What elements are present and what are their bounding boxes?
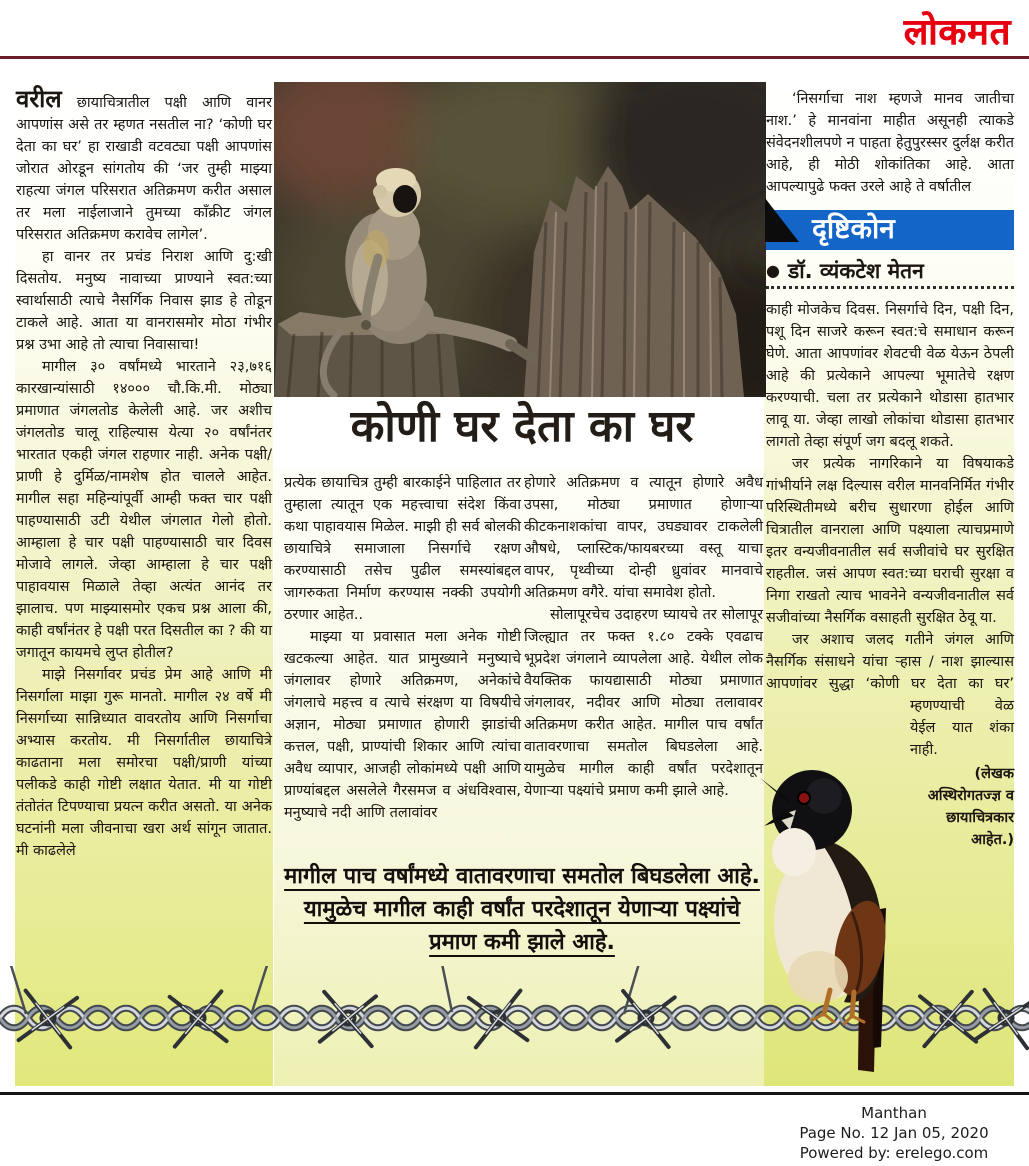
center-column-a xyxy=(284,472,521,824)
paragraph: हा वानर तर प्रचंड निराश आणि दु:खी दिसतोय. मनुष्य नावाच्या प्राण्याने स्वत:च्या स्वार्थासाठी त्याचे नैसर्गिक निवास झाड हे तोडून टाकले आहे. आता या वानरासमोर मोठा गंभीर प्रश्न उभा आहे तो त्याचा निवासाचा! xyxy=(16,249,272,353)
viewpoint-box xyxy=(766,210,1014,250)
pull-quote: मागील पाच वर्षांमध्ये वातावरणाचा समतोल बिघडलेला आहे. यामुळेच मागील काही वर्षांत परदेशातून येणाऱ्या पक्ष्यांचे प्रमाण कमी झाले आहे. xyxy=(284,864,760,955)
dotted-divider xyxy=(766,286,1014,289)
lokmat-masthead-logo: लोकमत xyxy=(903,12,1011,53)
header-divider xyxy=(0,56,1029,59)
article-headline: कोणी घर देता का घर xyxy=(350,401,694,452)
paragraph: ‘निसर्गाचा नाश म्हणजे मानव जातीचा नाश.’ हे मानवांना माहीत असूनही त्याकडे संवेदनशीलपणे न पाहता हेतुपुरस्सर दुर्लक्ष करीत आहे, ही मोठी शोकांतिका आहे. आता आपल्यापुढे फक्त उरले आहे ते वर्षातील xyxy=(766,91,1014,195)
paragraph xyxy=(16,85,272,246)
viewpoint-label: दृष्टिकोन xyxy=(812,212,895,245)
paragraph: माझे निसर्गावर प्रचंड प्रेम आहे आणि मी निसर्गाला माझा गुरू मानतो. मागील २४ वर्षे मी निसर्गाच्या सान्निध्यात वावरतोय आणि निसर्गाचा अभ्यास करतोय. मी निसर्गातील छायाचित्रे काढताना मला समोरचा पक्षी/प्राणी यांच्या पलीकडे काही गोष्टी लक्षात येतात. मी या गोष्टी तंतोतंत टिपण्याचा प्रयत्न करीत असतो. या अनेक घटनांनी मला जीवनाचा खरा अर्थ सांगून जातात. मी काढलेले xyxy=(16,667,272,859)
footer xyxy=(768,1103,1020,1163)
paragraph xyxy=(766,629,1014,761)
byline-note: (लेखक अस्थिरोगतज्ज्ञ व छायाचित्रकार आहेत.) xyxy=(927,766,1014,848)
corner-fold-icon xyxy=(765,198,799,242)
paragraph: होणारे अतिक्रमण व त्यातून होणारे अवैध उपसा, मोठ्या प्रमाणात होणाऱ्या कीटकनाशकांचा वापर, उघड्यावर टाकलेली औषधे, प्लास्टिक/फायबरच्या वस्तू याचा वापर, पृथ्वीच्या दोन्ही ध्रुवांवर मानवाचे अतिक्रमण वगैरे. यांचा समावेश होतो. xyxy=(524,475,763,601)
monkey-photo xyxy=(274,82,766,397)
paragraph: मागील ३० वर्षांमध्ये भारताने २३,७१६ कारखान्यांसाठी १४००० चौ.कि.मी. मोठ्या प्रमाणात जंगलतोड केलेली आहे. जर अशीच जंगलतोड चालू राहिल्यास येत्या २० वर्षांनंतर भारतात एकही जंगल राहणार नाही. अनेक पक्षी/प्राणी हे दुर्मिळ/नामशेष होत चालले आहेत. मागील सहा महिन्यांपूर्वी आम्ही फक्त चार पक्षी पाहण्यासाठी उटी येथील जंगलात गेलो होतो. आम्हाला हे चार पक्षी पाहण्यासाठी चार दिवस मोजावे लागले. जेव्हा आम्हाला हे चार पक्षी पाहावयास मिळाले तेव्हा अत्यंत आनंद तर झालाच. पण माझ्यासमोर एकच प्रश्न आला की, काही वर्षांनंतर हे पक्षी परत दिसतील का ? की या जगातून कायमचे लुप्त होतील? xyxy=(16,359,272,661)
lead-word: वरील xyxy=(16,85,62,113)
paragraph: जर प्रत्येक नागरिकाने या विषयाकडे गांभीर्याने लक्ष दिल्यास वरील मानवनिर्मित गंभीर परिस्थितीमध्ये बरीच सुधारणा होईल आणि चित्रातील वानराला आणि पक्ष्याला त्याचप्रमाणे इतर वन्यजीवनातील सर्व सजीवांचे घर सुरक्षित राहतील. जसं आपण स्वत:च्या घराची सुरक्षा व निगा राखतो त्याच भावनेने वन्यजीवनातील सर्व सजीवांच्या नैसर्गिक वसाहती सुरक्षित ठेवू या. xyxy=(766,456,1014,626)
author-name: डॉ. व्यंकटेश मेतन xyxy=(787,259,924,283)
paragraph: सोलापूरचेच उदाहरण घ्यायचे तर सोलापूर जिल्ह्यात तर फक्त १.८० टक्के एवढाच भूप्रदेश जंगलाने व्यापलेला आहे. येथील लोक वैयक्तिक फायद्यासाठी मोठ्या प्रमाणात जंगलावर, नदीवर आणि मोठ्या तलावावर अतिक्रमण करीत आहेत. मागील पाच वर्षांत वातावरणाचा समतोल बिघडलेला आहे. यामुळेच मागील काही वर्षांत परदेशातून येणाऱ्या पक्ष्यांचे प्रमाण कमी झाले आहे. xyxy=(524,607,763,799)
footer-publication: Manthan xyxy=(861,1104,927,1122)
left-column xyxy=(16,85,272,862)
paragraph-text: घर’ म्हणण्याची वेळ येईल यात शंका नाही. xyxy=(910,676,1015,758)
author-row xyxy=(766,260,1014,282)
footer-powered-by[interactable]: Powered by: erelego.com xyxy=(799,1144,989,1162)
paragraph: माझ्या या प्रवासात मला अनेक गोष्टी खटकल्या आहेत. यात प्रामुख्याने मनुष्याचे जंगलावर होणारे अतिक्रमण, अनेकांचे जंगलाचे महत्त्व व त्याचे संरक्षण या विषयीचे अज्ञान, मोठ्या प्रमाणात होणारी झाडांची कत्तल, पक्षी, प्राण्यांची शिकार आणि त्यांचा अवैध व्यापार, आजही लोकांमध्ये पक्षी आणि प्राण्यांबद्दल असलेले गैरसमज व अंधविश्वास, मनुष्याचे नदी आणि तलावांवर xyxy=(284,629,521,821)
bullet-icon: ● xyxy=(766,261,780,280)
paragraph: प्रत्येक छायाचित्र तुम्ही बारकाईने पाहिलात तर तुम्हाला त्यातून एक महत्त्वाचा संदेश किंवा कथा पाहावयास मिळेल. माझी ही सर्व बोलकी छायाचित्रे समाजाला निसर्गाचे रक्षण करण्यासाठी तसेच पुढील समस्यांबद्दल जागरुकता निर्माण करण्यास नक्की उपयोगी ठरणार आहेत.. xyxy=(284,475,521,623)
paragraph: काही मोजकेच दिवस. निसर्गाचे दिन, पक्षी दिन, पशू दिन साजरे करून स्वत:चे समाधान करून घेणे. आता आपणांवर शेवटची वेळ येऊन ठेपली आहे की प्रत्येकाने आपल्या भूमातेचे रक्षण करण्याची. चला तर प्रत्येकाने थोडासा हातभार लावू या. जेव्हा लाखो लोकांचा थोडासा हातभार लागतो तेव्हा संपूर्ण जग बदलू शकते. xyxy=(766,302,1014,450)
paragraph-text: जर अशाच जलद गतीने जंगल आणि नैसर्गिक संसाधने यांचा ऱ्हास / नाश झाल्यास आपणांवर सुद्धा ‘कोणी घर देता का xyxy=(766,632,1014,692)
footer-divider xyxy=(0,1092,1029,1095)
paragraph-text: छायाचित्रातील पक्षी आणि वानर आपणांस असे तर म्हणत नसतील ना? ‘कोणी घर देता का घर’ हा राखाडी वटवट्या पक्षी आपणांस जोरात ओरडून सांगतोय की ‘जर तुम्ही माझ्या राहत्या जंगल परिसरात अतिक्रमण करीत असाल तर मला नाईलाजाने तुमच्या काँक्रीट जंगल परिसरात अतिक्रमण करावेच लागेल’. xyxy=(16,95,272,243)
footer-page-info: Page No. 12 Jan 05, 2020 xyxy=(799,1124,989,1142)
center-column-b xyxy=(524,472,763,802)
bird-illustration xyxy=(760,752,1010,1082)
